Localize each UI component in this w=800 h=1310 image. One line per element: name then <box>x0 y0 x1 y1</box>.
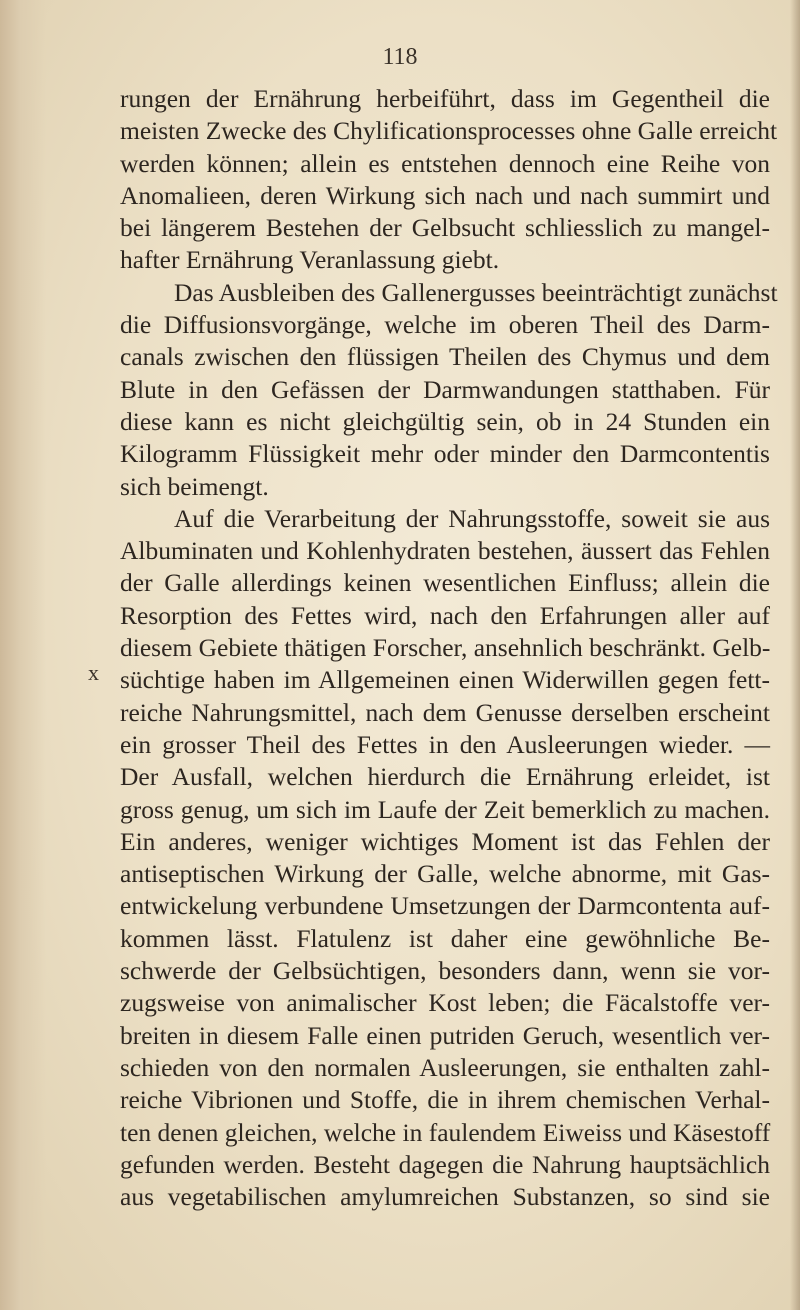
text-line: gefunden werden. Besteht dagegen die Nahrung hauptsächlich <box>120 1149 770 1179</box>
text-line: aus vegetabilischen amylumreichen Substanzen, so sind sie <box>120 1182 770 1212</box>
margin-mark: x <box>88 660 99 685</box>
text-line: diesem Gebiete thätigen Forscher, ansehnlich beschränkt. Gelb- <box>120 633 771 663</box>
text-line: schwerde der Gelbsüchtigen, besonders dann, wenn sie vor- <box>120 956 770 986</box>
text-line: diese kann es nicht gleichgültig sein, ob in 24 Stunden ein <box>120 406 770 436</box>
text-line: meisten Zwecke des Chylificationsprocesses ohne Galle erreicht <box>120 116 778 146</box>
text-line: antiseptischen Wirkung der Galle, welche abnorme, mit Gas- <box>120 859 770 889</box>
page-binding-edge <box>0 0 46 1310</box>
text-line: sich beimengt. <box>120 471 269 501</box>
text-line: Auf die Verarbeitung der Nahrungsstoffe, soweit sie aus <box>174 503 770 533</box>
text-line: Anomalieen, deren Wirkung sich nach und nach summirt und <box>120 180 770 210</box>
page-right-edge <box>790 0 800 1310</box>
body-text <box>120 83 778 1213</box>
text-line: reiche Vibrionen und Stoffe, die in ihrem chemischen Verhal- <box>120 1085 770 1115</box>
text-line: Der Ausfall, welchen hierdurch die Ernährung erleidet, ist <box>120 762 770 792</box>
text-line: reiche Nahrungsmittel, nach dem Genusse derselben erscheint <box>120 697 770 727</box>
text-line: Kilogramm Flüssigkeit mehr oder minder den Darmcontentis <box>120 439 770 469</box>
text-line: ein grosser Theil des Fettes in den Ausleerungen wieder. — <box>120 729 770 759</box>
text-line: kommen lässt. Flatulenz ist daher eine gewöhnliche Be- <box>120 923 770 953</box>
text-line: Albuminaten und Kohlenhydraten bestehen, äussert das Fehlen <box>120 536 770 566</box>
text-line: hafter Ernährung Veranlassung giebt. <box>120 245 500 275</box>
page-number: 118 <box>382 44 418 70</box>
text-line: Das Ausbleiben des Gallenergusses beeinträchtigt zunächst <box>174 277 778 307</box>
text-line: breiten in diesem Falle einen putriden Geruch, wesentlich ver- <box>120 1020 770 1050</box>
text-line: rungen der Ernährung herbeiführt, dass im Gegentheil die <box>120 84 770 113</box>
text-line: der Galle allerdings keinen wesentlichen Einfluss; allein die <box>120 568 770 598</box>
text-line: bei längerem Bestehen der Gelbsucht schliesslich zu mangel- <box>120 213 770 243</box>
text-line: Ein anderes, weniger wichtiges Moment ist das Fehlen der <box>120 826 770 856</box>
text-line: Blute in den Gefässen der Darmwandungen statthaben. Für <box>120 374 770 404</box>
text-line: werden können; allein es entstehen dennoch eine Reihe von <box>120 148 770 178</box>
text-line: zugsweise von animalischer Kost leben; die Fäcalstoffe ver- <box>120 988 770 1018</box>
text-line: die Diffusionsvorgänge, welche im oberen Theil des Darm- <box>120 310 770 340</box>
text-line: entwickelung verbundene Umsetzungen der Darmcontenta auf- <box>120 891 770 921</box>
text-line: süchtige haben im Allgemeinen einen Widerwillen gegen fett- <box>120 665 770 695</box>
text-line: schieden von den normalen Ausleerungen, sie enthalten zahl- <box>120 1052 770 1082</box>
text-line: canals zwischen den flüssigen Theilen des Chymus und dem <box>120 342 770 372</box>
text-line: ten denen gleichen, welche in faulendem Eiweiss und Käsestoff <box>120 1117 771 1147</box>
text-line: gross genug, um sich im Laufe der Zeit bemerklich zu machen. <box>120 794 770 824</box>
text-line: Resorption des Fettes wird, nach den Erfahrungen aller auf <box>120 600 770 630</box>
